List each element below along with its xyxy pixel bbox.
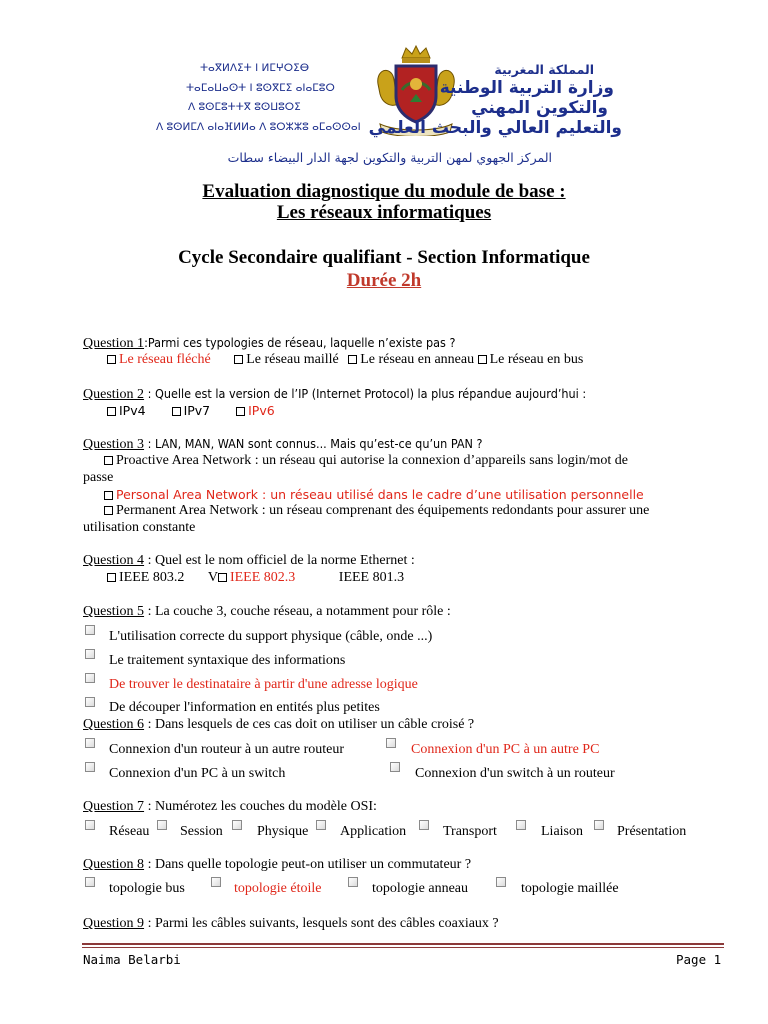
duration-label: Durée 2h xyxy=(346,270,422,291)
q3-option-2 xyxy=(104,487,644,502)
checkbox-icon[interactable] xyxy=(85,649,95,659)
q3-option-1-text: Proactive Area Network : un réseau qui autorise la connexion d’appareils sans login/mot de xyxy=(116,453,629,468)
q5-option-2: Le traitement syntaxique des informations xyxy=(109,653,346,668)
checkbox-icon[interactable] xyxy=(594,820,604,830)
question-text: : LAN, MAN, WAN sont connus... Mais qu’est-ce qu’un PAN ? xyxy=(144,436,483,451)
checkbox-icon[interactable] xyxy=(234,355,243,364)
q2-option-3: IPv6 xyxy=(248,403,275,418)
question-label: Question 1 xyxy=(83,336,145,351)
checkbox-icon[interactable] xyxy=(218,573,227,582)
q3-option-1 xyxy=(104,453,628,469)
question-label: Question 9 xyxy=(83,916,145,931)
q3-option-3-text: Permanent Area Network : un réseau comprenant des équipements redondants pour assurer une xyxy=(116,503,650,518)
q6-option-1: Connexion d'un routeur à un autre routeur xyxy=(109,742,345,757)
q7-option-7: Présentation xyxy=(617,824,687,839)
document-title-line1: Evaluation diagnostique du module de base : xyxy=(202,181,566,202)
footer-author: Naima Belarbi xyxy=(83,952,181,967)
arabic-kingdom: المملكة المغربية xyxy=(494,62,594,77)
checkbox-icon[interactable] xyxy=(211,877,221,887)
question-label: Question 4 xyxy=(83,553,145,568)
question-4 xyxy=(83,553,415,569)
question-label: Question 8 xyxy=(83,857,145,872)
question-9 xyxy=(83,916,499,932)
q5-option-3: De trouver le destinataire à partir d'une adresse logique xyxy=(109,677,418,692)
checkbox-icon[interactable] xyxy=(478,355,487,364)
checkbox-icon[interactable] xyxy=(172,407,181,416)
checkbox-icon[interactable] xyxy=(85,673,95,683)
question-5 xyxy=(83,604,451,620)
arabic-ministry-2: والتكوين المهني xyxy=(471,98,608,118)
q5-option-4: De découper l'information en entités plus petites xyxy=(109,700,380,715)
q3-option-3 xyxy=(104,503,649,519)
q4-option-2: IEEE 802.3 xyxy=(229,570,296,585)
question-text: : Quel est le nom officiel de la norme Ethernet : xyxy=(144,553,415,568)
question-1 xyxy=(83,335,455,352)
q7-option-6: Liaison xyxy=(541,824,583,839)
checkbox-icon[interactable] xyxy=(107,573,116,582)
question-label: Question 5 xyxy=(83,604,145,619)
arabic-regional-center: المركز الجهوي لمهن التربية والتكوين لجهة الدار البيضاء سطات xyxy=(227,150,552,165)
question-6 xyxy=(83,717,474,733)
q2-option-1: IPv4 xyxy=(119,403,146,418)
question-text: : Quelle est la version de l’IP (Internet Protocol) la plus répandue aujourd’hui : xyxy=(144,386,587,401)
checkbox-icon[interactable] xyxy=(85,625,95,635)
question-text: : Numérotez les couches du modèle OSI: xyxy=(144,799,377,814)
arabic-ministry-1: وزارة التربية الوطنية xyxy=(439,78,614,98)
question-text: : Dans lesquels de ces cas doit on utiliser un câble croisé ? xyxy=(144,717,475,732)
q8-option-1: topologie bus xyxy=(109,881,185,896)
cycle-subtitle: Cycle Secondaire qualifiant - Section Informatique xyxy=(178,247,590,268)
question-7 xyxy=(83,799,377,815)
checkbox-icon[interactable] xyxy=(316,820,326,830)
question-text: : Parmi les câbles suivants, lesquels sont des câbles coaxiaux ? xyxy=(144,916,499,931)
q5-option-1: L'utilisation correcte du support physique (câble, onde ...) xyxy=(109,629,433,644)
tifinagh-line-4: ⴷ ⵓⵙⵍⵎⴷ ⴰⵏⴰⴼⵍⵍⴰ ⴷ ⵓⵔⵣⵣⵓ ⴰⵎⴰⵙⵙⴰⵏ xyxy=(156,121,361,133)
q4-option-row xyxy=(107,570,404,586)
footer-page-number: Page 1 xyxy=(676,952,722,967)
checkbox-icon[interactable] xyxy=(348,877,358,887)
checkbox-icon[interactable] xyxy=(157,820,167,830)
checkbox-icon[interactable] xyxy=(236,407,245,416)
q7-option-2: Session xyxy=(180,824,223,839)
question-2 xyxy=(83,386,586,403)
q6-option-3: Connexion d'un PC à un switch xyxy=(109,766,286,781)
footer-rule-thick xyxy=(82,943,724,945)
q7-option-1: Réseau xyxy=(109,824,150,839)
q8-option-2: topologie étoile xyxy=(234,881,322,896)
question-8 xyxy=(83,857,471,873)
checkbox-icon[interactable] xyxy=(104,491,113,500)
q3-option-2-text: Personal Area Network : un réseau utilisé dans le cadre d’une utilisation personnelle xyxy=(116,487,644,502)
checkbox-icon[interactable] xyxy=(104,506,113,515)
checkbox-icon[interactable] xyxy=(496,877,506,887)
checkbox-icon[interactable] xyxy=(390,762,400,772)
q4-option-3: IEEE 801.3 xyxy=(338,570,405,585)
q6-option-2: Connexion d'un PC à un autre PC xyxy=(411,742,600,757)
q2-option-2: IPv7 xyxy=(183,403,211,418)
checkbox-icon[interactable] xyxy=(85,697,95,707)
q1-option-4: Le réseau en bus xyxy=(489,352,584,367)
question-label: Question 7 xyxy=(83,799,145,814)
question-label: Question 2 xyxy=(83,387,145,402)
q4-tick-mark: V xyxy=(207,570,218,585)
checkbox-icon[interactable] xyxy=(85,738,95,748)
footer-rule-thin xyxy=(82,947,724,948)
question-text: :Parmi ces typologies de réseau, laquelle n’existe pas ? xyxy=(144,335,456,350)
checkbox-icon[interactable] xyxy=(419,820,429,830)
question-3 xyxy=(83,436,482,453)
tifinagh-line-1: ⵜⴰⴳⵍⴷⵉⵜ ⵏ ⵍⵎⵖⵔⵉⴱ xyxy=(200,62,310,74)
q7-option-3: Physique xyxy=(257,824,309,839)
tifinagh-line-3: ⴷ ⵓⵙⵎⵓⵜⵜⴳ ⵓⵙⵡⵓⵔⵉ xyxy=(188,101,301,113)
checkbox-icon[interactable] xyxy=(386,738,396,748)
q1-option-2: Le réseau maillé xyxy=(246,352,339,367)
q2-option-row xyxy=(107,403,275,418)
q1-option-row xyxy=(107,352,583,368)
checkbox-icon[interactable] xyxy=(232,820,242,830)
checkbox-icon[interactable] xyxy=(85,762,95,772)
q1-option-3: Le réseau en anneau xyxy=(360,352,475,367)
q6-option-4: Connexion d'un switch à un routeur xyxy=(415,766,615,781)
checkbox-icon[interactable] xyxy=(85,877,95,887)
arabic-ministry-3: والتعليم العالي والبحث العلمي xyxy=(368,118,622,138)
document-title-line2: Les réseaux informatiques xyxy=(276,202,492,223)
checkbox-icon[interactable] xyxy=(107,407,116,416)
q8-option-4: topologie maillée xyxy=(521,881,619,896)
checkbox-icon[interactable] xyxy=(107,355,116,364)
q4-option-1: IEEE 803.2 xyxy=(119,570,185,585)
checkbox-icon[interactable] xyxy=(348,355,357,364)
q8-option-3: topologie anneau xyxy=(372,881,469,896)
checkbox-icon[interactable] xyxy=(104,456,113,465)
tifinagh-line-2: ⵜⴰⵎⴰⵡⴰⵙⵜ ⵏ ⵓⵙⴳⵎⵉ ⴰⵏⴰⵎⵓⵔ xyxy=(186,82,335,94)
checkbox-icon[interactable] xyxy=(85,820,95,830)
question-text: : Dans quelle topologie peut-on utiliser un commutateur ? xyxy=(144,857,472,872)
question-label: Question 6 xyxy=(83,717,145,732)
question-text: : La couche 3, couche réseau, a notamment pour rôle : xyxy=(144,604,451,619)
q3-option-1-line2: passe xyxy=(83,470,114,485)
q7-option-5: Transport xyxy=(443,824,497,839)
q3-option-3-line2: utilisation constante xyxy=(83,520,196,535)
question-label: Question 3 xyxy=(83,437,145,452)
q1-option-1: Le réseau fléché xyxy=(119,352,211,367)
q7-option-4: Application xyxy=(340,824,407,839)
checkbox-icon[interactable] xyxy=(516,820,526,830)
